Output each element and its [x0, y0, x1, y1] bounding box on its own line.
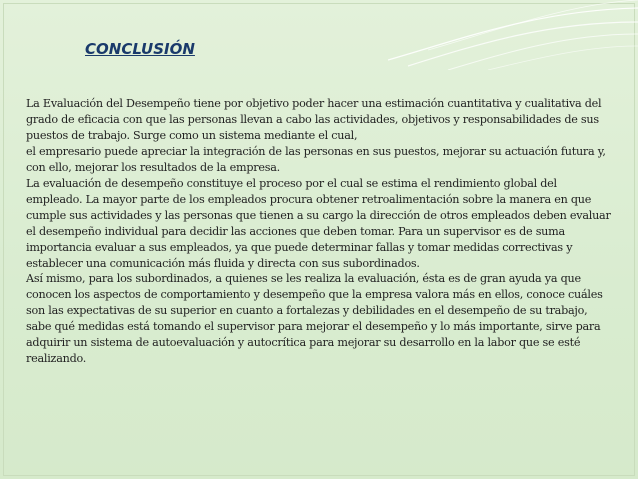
decorative-wave-lines — [388, 0, 638, 70]
paragraph: La Evaluación del Desempeño tiene por objetivo poder hacer una estimación cuantitativa y cualitativa del grado de eficacia con que las personas llevan a cabo las actividades, objetivos y responsabilidades de sus puestos de trabajo. Surge como un sistema mediante el cual, — [26, 97, 602, 142]
slide-title: CONCLUSIÓN — [85, 40, 195, 58]
paragraph: La evaluación de desempeño constituye el proceso por el cual se estima el rendimiento global del empleado. La mayor parte de los empleados procura obtener retroalimentación sobre la manera en que cumple sus actividades y las personas que tienen a su cargo la dirección de otros empleados deben evaluar el desempeño individual para decidir las acciones que deben tomar. Para un supervisor es de suma importancia evaluar a sus empleados, ya que puede determinar fallas y tomar medidas correctivas y establecer una comunicación más fluida y directa con sus subordinados. — [26, 176, 611, 270]
wave-line — [388, 8, 638, 60]
paragraph: el empresario puede apreciar la integración de las personas en sus puestos, mejorar su actuación futura y, con ello, mejorar los resultados de la empresa. — [26, 144, 606, 174]
wave-line — [428, 0, 638, 50]
wave-line — [448, 34, 638, 70]
paragraph: Así mismo, para los subordinados, a quienes se les realiza la evaluación, ésta es de gran ayuda ya que conocen los aspectos de comportamiento y desempeño que la empresa valora más en ellos, conoce cuáles son las expectativas de su superior en cuanto a fortalezas y debilidades en el desempeño de su trabajo, sabe qué medidas está tomando el supervisor para mejorar el desempeño y lo más importante, sirve para adquirir un sistema de autoevaluación y autocrítica para mejorar su desarrollo en la labor que se esté realizando. — [26, 272, 603, 366]
slide-body — [26, 96, 614, 367]
wave-line — [488, 46, 638, 70]
